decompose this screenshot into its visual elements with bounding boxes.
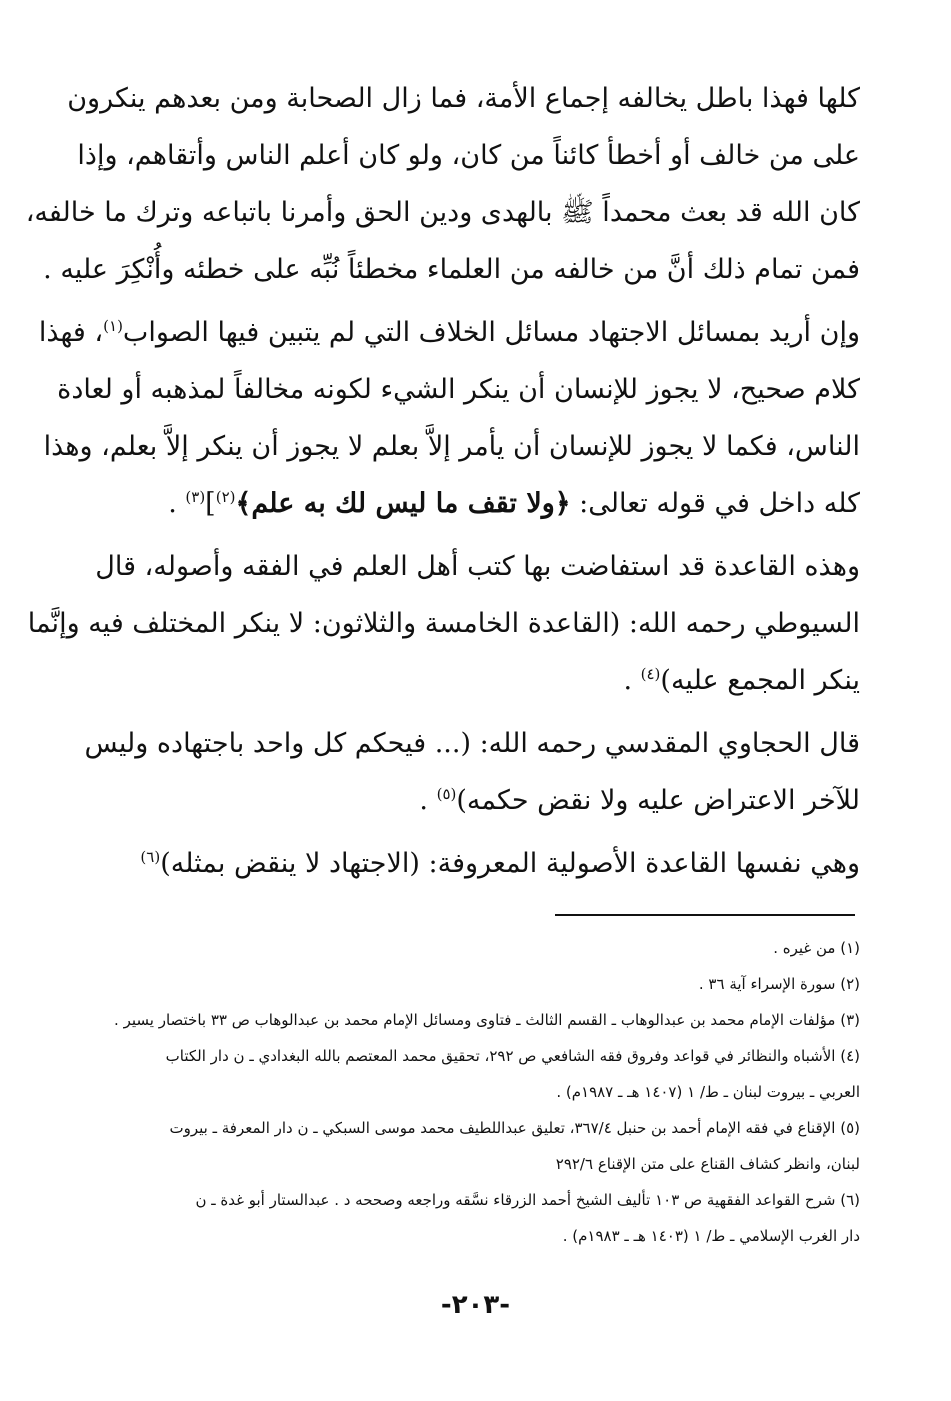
text-line: كلام صحيح، لا يجوز للإنسان أن ينكر الشيء لكونه مخالفاً لمذهبه أو لعادة: [57, 374, 860, 405]
paragraph-2: [38, 304, 860, 532]
text-segment: ]: [205, 488, 216, 519]
footnote-6-continuation: دار الغرب الإسلامي ـ ط/ ١ (١٤٠٣ هـ ـ ١٩٨٣م) .: [562, 1227, 860, 1245]
text-line: [38, 304, 860, 361]
footnote-3: (٣) مؤلفات الإمام محمد بن عبدالوهاب ـ القسم الثالث ـ فتاوى ومسائل الإمام محمد بن عبدالوهاب ص ٣٣ باختصار يسير .: [114, 1011, 860, 1029]
footnotes: [100, 930, 860, 1254]
main-text: [25, 70, 860, 898]
text-line: كلها فهذا باطل يخالفه إجماع الأمة، فما زال الصحابة ومن بعدهم ينكرون: [67, 83, 860, 114]
text-line: فمن تمام ذلك أنَّ من خالفه من العلماء مخطئاً نُبِّه على خطئه وأُنْكِرَ عليه .: [43, 254, 860, 285]
footnote-ref-6: (٦): [140, 848, 161, 866]
page-number: -٢٠٣-: [440, 1290, 511, 1320]
text-segment: وإن أريد بمسائل الاجتهاد مسائل الخلاف التي لم يتبين فيها الصواب: [122, 317, 860, 348]
text-line: على من خالف أو أخطأ كائناً من كان، ولو كان أعلم الناس وأتقاهم، وإذا: [77, 140, 860, 171]
text-segment: ، فهذا: [38, 317, 104, 348]
text-segment: .: [623, 665, 641, 696]
footnote-5: (٥) الإقناع في فقه الإمام أحمد بن حنبل ٣٦٧/٤، تعليق عبداللطيف محمد موسى السبكي ـ ن دار المعرفة ـ بيروت: [169, 1119, 860, 1137]
footnote-ref-5: (٥): [436, 785, 457, 803]
footnote-1: (١) من غيره .: [773, 939, 860, 957]
text-line: [100, 475, 860, 532]
footnote-ref-2: (٢): [215, 488, 236, 506]
paragraph-1: [25, 70, 860, 298]
text-line: [100, 652, 860, 709]
text-segment: .: [168, 488, 186, 519]
quran-verse: ﴿ولا تقف ما ليس لك به علم﴾: [235, 488, 571, 519]
text-segment: .: [419, 785, 437, 816]
paragraph-4: [84, 715, 860, 829]
text-line: وهذه القاعدة قد استفاضت بها كتب أهل العلم في الفقه وأصوله، قال: [95, 551, 860, 582]
footnote-5-continuation: لبنان، وانظر كشاف القناع على متن الإقناع ٢٩٢/٦: [555, 1155, 860, 1173]
footnote-4: (٤) الأشباه والنظائر في قواعد وفروق فقه الشافعي ص ٢٩٢، تحقيق محمد المعتصم بالله البغدادي ـ ن دار الكتاب: [165, 1047, 860, 1065]
text-line: [100, 835, 860, 892]
footnote-2: (٢) سورة الإسراء آية ٣٦ .: [698, 975, 860, 993]
text-line: الناس، فكما لا يجوز للإنسان أن يأمر إلاَّ بعلم لا يجوز أن ينكر إلاَّ بعلم، وهذا: [43, 431, 860, 462]
text-line: كان الله قد بعث محمداً ﷺ بالهدى ودين الحق وأمرنا باتباعه وترك ما خالفه،: [25, 197, 860, 228]
footnote-divider: [555, 914, 855, 916]
footnote-ref-1: (١): [103, 317, 123, 335]
paragraph-5: [100, 835, 860, 892]
footnote-6: (٦) شرح القواعد الفقهية ص ١٠٣ تأليف الشيخ أحمد الزرقاء نسَّقه وراجعه وصححه د . عبدالستار أبو غدة ـ ن: [195, 1191, 860, 1209]
text-line: [100, 772, 860, 829]
footnote-ref-3: (٣): [185, 488, 206, 506]
text-line: السيوطي رحمه الله: (القاعدة الخامسة والثلاثون: لا ينكر المختلف فيه وإنَّما: [27, 608, 860, 639]
text-segment: للآخر الاعتراض عليه ولا نقض حكمه): [456, 785, 860, 816]
text-segment: كله داخل في قوله تعالى:: [579, 488, 860, 519]
footnote-ref-4: (٤): [640, 665, 661, 683]
text-line: قال الحجاوي المقدسي رحمه الله: (... فيحكم كل واحد باجتهاده وليس: [84, 728, 860, 759]
footnote-4-continuation: العربي ـ بيروت لبنان ـ ط/ ١ (١٤٠٧ هـ ـ ١٩٨٧م) .: [556, 1083, 860, 1101]
paragraph-3: [27, 538, 860, 709]
text-segment: ينكر المجمع عليه): [660, 665, 860, 696]
text-segment: وهي نفسها القاعدة الأصولية المعروفة: (الاجتهاد لا ينقض بمثله): [160, 848, 860, 879]
